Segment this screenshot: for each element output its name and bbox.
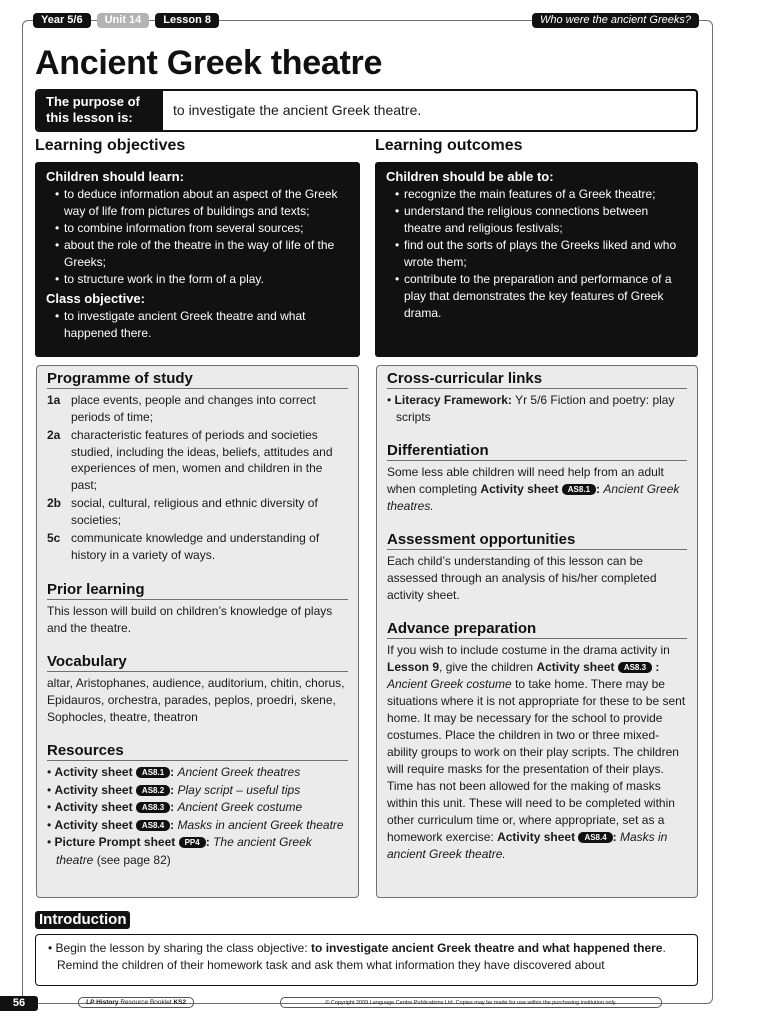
purpose-text: to investigate the ancient Greek theatre.: [173, 102, 422, 118]
list-item: • contribute to the preparation and performance of a play that demonstrates the key features of Greek drama.: [395, 272, 672, 320]
prior-title: Prior learning: [47, 581, 348, 600]
class-objective-list: [46, 308, 350, 342]
list-item: 2a characteristic features of periods and societies studied, including the ideas, beliefs, attitudes and experiences of men, women and children in the past;: [47, 428, 333, 492]
assessment-title: Assessment opportunities: [387, 531, 687, 550]
list-item: • to structure work in the form of a play.: [55, 272, 264, 286]
list-item: • Activity sheet AS8.4 : Masks in ancient Greek theatre: [47, 817, 344, 832]
list-item: • Activity sheet AS8.1 : Ancient Greek theatres: [47, 765, 301, 779]
footer-copyright: © Copyright 2009 Language Centre Publications Ltd. Copies may be made for use within the purchasing institution only.: [280, 997, 662, 1008]
list-item: • to deduce information about an aspect of the Greek way of life from pictures of buildings and texts;: [55, 187, 338, 218]
list-item: • Activity sheet AS8.3 : Ancient Greek costume: [47, 800, 303, 814]
purpose-label: The purpose of this lesson is:: [37, 91, 163, 130]
class-objective-title: Class objective:: [46, 291, 145, 306]
list-item: 5c communicate knowledge and understanding of history in a variety of ways.: [47, 531, 320, 562]
list-item: • about the role of the theatre in the way of life of the Greeks;: [55, 238, 335, 269]
list-item: 2b social, cultural, religious and ethnic diversity of societies;: [47, 496, 318, 527]
page-title: Ancient Greek theatre: [35, 44, 383, 82]
list-item: • to combine information from several sources;: [55, 221, 304, 235]
list-item: 1a place events, people and changes into correct periods of time;: [47, 393, 316, 424]
introduction-box: [35, 934, 698, 986]
topic-tag: Who were the ancient Greeks?: [532, 13, 699, 28]
cross-curricular-text: • Literacy Framework: Yr 5/6 Fiction and poetry: play scripts: [387, 393, 675, 424]
prior-text: This lesson will build on children’s knowledge of plays and the theatre.: [47, 604, 333, 635]
resources-list: [47, 764, 348, 869]
right-info-panel: [376, 365, 698, 898]
differentiation-title: Differentiation: [387, 442, 687, 461]
purpose-box: [35, 89, 698, 132]
cross-curricular-title: Cross-curricular links: [387, 370, 687, 389]
outcomes-heading: Learning outcomes: [375, 137, 523, 154]
advance-text: If you wish to include costume in the drama activity in Lesson 9, give the children Activity sheet AS8.3 : Ancient Greek costume to take home. There may be situations where it is not appropriate for these to be sent home. It may be necessary for the school to provide costumes. Place the children in two or three mixed-ability groups to work on their play scripts. The children will require masks for the presentation of their plays. Time has not been allowed for the making of masks within this unit. These will need to be completed within other curriculum time or, where appropriate, set as a homework exercise: Activity sheet AS8.4 : Masks in ancient Greek theatre.: [387, 643, 686, 861]
list-item: • Activity sheet AS8.2 : Play script – useful tips: [47, 782, 301, 797]
page-number: 56: [0, 996, 38, 1011]
assessment-text: Each child’s understanding of this lesson can be assessed through an analysis of his/her completed activity sheet.: [387, 554, 657, 602]
unit-tag: Unit 14: [97, 13, 150, 28]
list-item: • find out the sorts of plays the Greeks liked and who wrote them;: [395, 238, 677, 269]
footer-brand: LP History Resource Booklet KS2: [78, 997, 194, 1008]
vocabulary-title: Vocabulary: [47, 653, 348, 672]
resources-title: Resources: [47, 742, 348, 761]
differentiation-text: Some less able children will need help from an adult when completing Activity sheet AS8.1 : Ancient Greek theatres.: [387, 465, 680, 513]
outcomes-box: [375, 162, 698, 357]
list-item: • to investigate ancient Greek theatre and what happened there.: [55, 309, 306, 340]
left-info-panel: [36, 365, 359, 898]
able-title: Children should be able to:: [386, 169, 554, 184]
learn-list: [46, 186, 350, 288]
programme-title: Programme of study: [47, 370, 348, 389]
learn-title: Children should learn:: [46, 169, 184, 184]
objectives-heading: Learning objectives: [35, 137, 186, 154]
year-tag: Year 5/6: [33, 13, 91, 28]
lesson-tag: Lesson 8: [155, 13, 219, 28]
list-item: • understand the religious connections between theatre and religious festivals;: [395, 204, 649, 235]
introduction-title: Introduction: [35, 911, 130, 929]
header-tags: [33, 13, 219, 28]
programme-list: [47, 392, 348, 563]
objectives-box: [35, 162, 360, 357]
introduction-text: • Begin the lesson by sharing the class objective: to investigate ancient Greek theatre and what happened there. Remind the children of their homework task and ask them what information they have discovered about: [48, 941, 666, 972]
list-item: • recognize the main features of a Greek theatre;: [395, 187, 656, 201]
vocabulary-text: altar, Aristophanes, audience, auditorium, chitin, chorus, Epidauros, orchestra, parades, peplos, proedri, skene, Sophocles, theatre, theatron: [47, 676, 345, 724]
able-list: [386, 186, 688, 322]
list-item: • Picture Prompt sheet PP4 : The ancient Greek theatre (see page 82): [47, 835, 312, 867]
advance-title: Advance preparation: [387, 620, 687, 639]
